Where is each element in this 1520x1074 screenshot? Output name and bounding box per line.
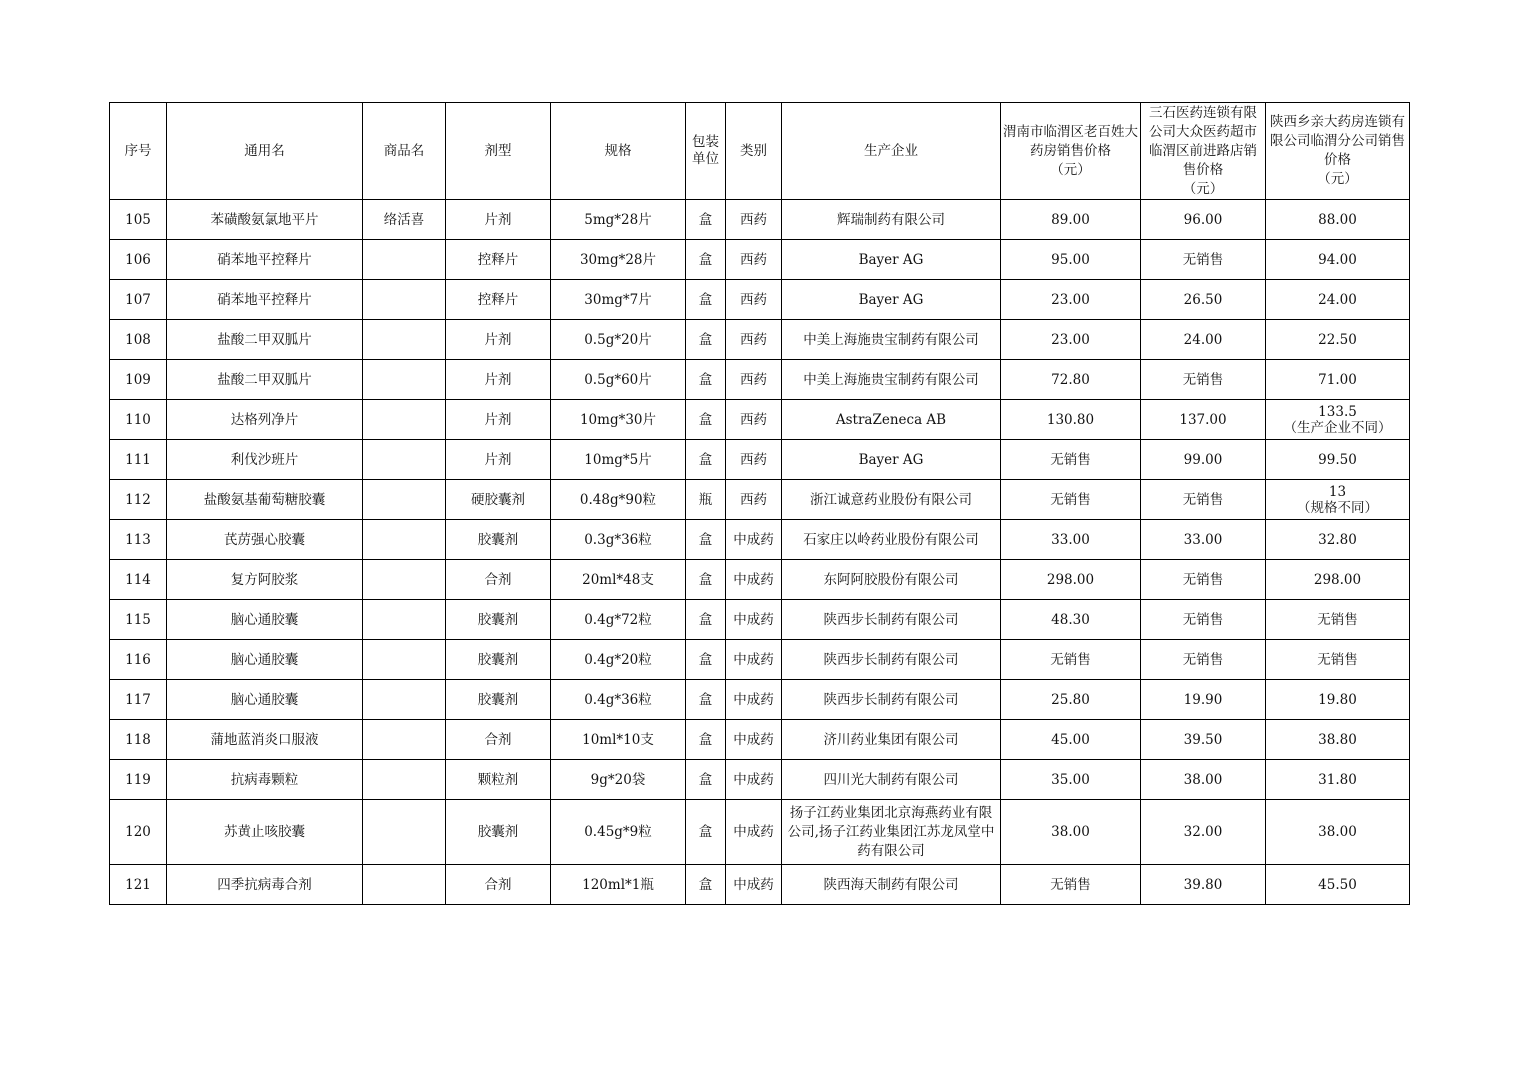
cell-generic-name: 蒲地蓝消炎口服液 xyxy=(167,720,363,760)
cell-store3-note: （生产企业不同） xyxy=(1283,419,1392,436)
cell-store2: 39.50 xyxy=(1141,720,1266,760)
cell-spec: 0.45g*9粒 xyxy=(551,800,686,865)
cell-generic-name: 芪苈强心胶囊 xyxy=(167,520,363,560)
cell-spec: 120ml*1瓶 xyxy=(551,865,686,905)
table-row xyxy=(110,480,1410,520)
cell-store3: 22.50 xyxy=(1266,320,1410,360)
cell-manufacturer: 陕西步长制药有限公司 xyxy=(782,640,1001,680)
cell-manufacturer: 扬子江药业集团北京海燕药业有限公司,扬子江药业集团江苏龙凤堂中药有限公司 xyxy=(782,800,1001,865)
cell-generic-name: 复方阿胶浆 xyxy=(167,560,363,600)
header-generic-name: 通用名 xyxy=(167,103,363,200)
cell-spec: 10mg*5片 xyxy=(551,440,686,480)
cell-brand-name xyxy=(363,400,446,440)
cell-store2: 38.00 xyxy=(1141,760,1266,800)
cell-seq: 112 xyxy=(110,480,167,520)
table-row xyxy=(110,440,1410,480)
table-row xyxy=(110,720,1410,760)
cell-spec: 0.48g*90粒 xyxy=(551,480,686,520)
cell-pack-unit: 盒 xyxy=(686,865,726,905)
cell-store3 xyxy=(1266,480,1410,520)
cell-store3: 298.00 xyxy=(1266,560,1410,600)
cell-dosage-form: 片剂 xyxy=(446,320,551,360)
cell-store2: 26.50 xyxy=(1141,280,1266,320)
cell-manufacturer: Bayer AG xyxy=(782,240,1001,280)
cell-generic-name: 硝苯地平控释片 xyxy=(167,240,363,280)
cell-store2: 39.80 xyxy=(1141,865,1266,905)
header-store1-price xyxy=(1001,103,1141,200)
cell-generic-name: 脑心通胶囊 xyxy=(167,640,363,680)
header-store3-label: 陕西乡亲大药房连锁有限公司临渭分公司销售价格 xyxy=(1270,114,1405,168)
cell-dosage-form: 胶囊剂 xyxy=(446,800,551,865)
cell-store2: 32.00 xyxy=(1141,800,1266,865)
cell-manufacturer: 济川药业集团有限公司 xyxy=(782,720,1001,760)
cell-store3: 88.00 xyxy=(1266,200,1410,240)
cell-dosage-form: 片剂 xyxy=(446,400,551,440)
cell-dosage-form: 片剂 xyxy=(446,360,551,400)
cell-brand-name xyxy=(363,240,446,280)
cell-store2: 无销售 xyxy=(1141,480,1266,520)
cell-brand-name xyxy=(363,280,446,320)
cell-store1: 25.80 xyxy=(1001,680,1141,720)
cell-seq: 120 xyxy=(110,800,167,865)
table-row xyxy=(110,520,1410,560)
table-row xyxy=(110,240,1410,280)
cell-dosage-form: 合剂 xyxy=(446,560,551,600)
cell-store2: 无销售 xyxy=(1141,560,1266,600)
drug-price-table xyxy=(109,102,1410,905)
header-store2-unit: （元） xyxy=(1182,180,1224,197)
cell-generic-name: 苏黄止咳胶囊 xyxy=(167,800,363,865)
cell-manufacturer: Bayer AG xyxy=(782,440,1001,480)
cell-generic-name: 苯磺酸氨氯地平片 xyxy=(167,200,363,240)
cell-store3: 45.50 xyxy=(1266,865,1410,905)
cell-category: 西药 xyxy=(726,480,782,520)
cell-dosage-form: 合剂 xyxy=(446,865,551,905)
cell-store3-value: 133.5 xyxy=(1318,403,1357,420)
table-row xyxy=(110,320,1410,360)
cell-pack-unit: 盒 xyxy=(686,280,726,320)
cell-manufacturer: Bayer AG xyxy=(782,280,1001,320)
cell-pack-unit: 盒 xyxy=(686,640,726,680)
cell-store3: 24.00 xyxy=(1266,280,1410,320)
header-store2-price xyxy=(1141,103,1266,200)
cell-generic-name: 四季抗病毒合剂 xyxy=(167,865,363,905)
cell-seq: 109 xyxy=(110,360,167,400)
cell-store1: 72.80 xyxy=(1001,360,1141,400)
cell-store3: 31.80 xyxy=(1266,760,1410,800)
cell-store3: 38.80 xyxy=(1266,720,1410,760)
cell-brand-name xyxy=(363,360,446,400)
cell-store3: 19.80 xyxy=(1266,680,1410,720)
cell-store2: 96.00 xyxy=(1141,200,1266,240)
table-row xyxy=(110,360,1410,400)
cell-store3: 无销售 xyxy=(1266,600,1410,640)
cell-category: 西药 xyxy=(726,440,782,480)
cell-spec: 0.4g*20粒 xyxy=(551,640,686,680)
cell-manufacturer: 陕西步长制药有限公司 xyxy=(782,600,1001,640)
cell-store1: 48.30 xyxy=(1001,600,1141,640)
cell-store2: 19.90 xyxy=(1141,680,1266,720)
header-manufacturer: 生产企业 xyxy=(782,103,1001,200)
cell-store1: 无销售 xyxy=(1001,440,1141,480)
table-row xyxy=(110,600,1410,640)
table-row xyxy=(110,400,1410,440)
cell-store3: 38.00 xyxy=(1266,800,1410,865)
cell-store2: 24.00 xyxy=(1141,320,1266,360)
cell-pack-unit: 盒 xyxy=(686,200,726,240)
cell-seq: 106 xyxy=(110,240,167,280)
cell-dosage-form: 控释片 xyxy=(446,240,551,280)
cell-manufacturer: 中美上海施贵宝制药有限公司 xyxy=(782,320,1001,360)
header-row xyxy=(110,103,1410,200)
header-spec: 规格 xyxy=(551,103,686,200)
cell-spec: 10mg*30片 xyxy=(551,400,686,440)
cell-category: 中成药 xyxy=(726,720,782,760)
cell-dosage-form: 胶囊剂 xyxy=(446,600,551,640)
cell-pack-unit: 盒 xyxy=(686,240,726,280)
cell-generic-name: 脑心通胶囊 xyxy=(167,600,363,640)
cell-spec: 0.3g*36粒 xyxy=(551,520,686,560)
cell-generic-name: 盐酸二甲双胍片 xyxy=(167,360,363,400)
cell-brand-name xyxy=(363,440,446,480)
cell-store1: 89.00 xyxy=(1001,200,1141,240)
cell-category: 西药 xyxy=(726,200,782,240)
cell-generic-name: 硝苯地平控释片 xyxy=(167,280,363,320)
cell-dosage-form: 合剂 xyxy=(446,720,551,760)
cell-brand-name xyxy=(363,560,446,600)
cell-category: 中成药 xyxy=(726,600,782,640)
cell-generic-name: 盐酸二甲双胍片 xyxy=(167,320,363,360)
cell-pack-unit: 盒 xyxy=(686,320,726,360)
header-store3-price xyxy=(1266,103,1410,200)
cell-spec: 0.4g*36粒 xyxy=(551,680,686,720)
cell-category: 中成药 xyxy=(726,680,782,720)
cell-spec: 0.5g*20片 xyxy=(551,320,686,360)
cell-dosage-form: 控释片 xyxy=(446,280,551,320)
cell-seq: 110 xyxy=(110,400,167,440)
header-store1-unit: （元） xyxy=(1050,161,1091,178)
cell-store3: 94.00 xyxy=(1266,240,1410,280)
cell-pack-unit: 盒 xyxy=(686,360,726,400)
cell-store3: 32.80 xyxy=(1266,520,1410,560)
header-store2-label: 三石医药连锁有限公司大众医药超市临渭区前进路店销售价格 xyxy=(1149,104,1257,178)
cell-brand-name xyxy=(363,600,446,640)
cell-seq: 116 xyxy=(110,640,167,680)
cell-seq: 118 xyxy=(110,720,167,760)
table-row xyxy=(110,200,1410,240)
cell-category: 中成药 xyxy=(726,800,782,865)
cell-store1: 无销售 xyxy=(1001,865,1141,905)
cell-spec: 9g*20袋 xyxy=(551,760,686,800)
cell-category: 西药 xyxy=(726,280,782,320)
cell-dosage-form: 胶囊剂 xyxy=(446,640,551,680)
cell-seq: 107 xyxy=(110,280,167,320)
cell-pack-unit: 盒 xyxy=(686,400,726,440)
cell-generic-name: 抗病毒颗粒 xyxy=(167,760,363,800)
cell-manufacturer: 四川光大制药有限公司 xyxy=(782,760,1001,800)
table-row xyxy=(110,640,1410,680)
cell-store1: 38.00 xyxy=(1001,800,1141,865)
cell-seq: 119 xyxy=(110,760,167,800)
cell-store2: 无销售 xyxy=(1141,600,1266,640)
cell-manufacturer: 辉瑞制药有限公司 xyxy=(782,200,1001,240)
cell-spec: 20ml*48支 xyxy=(551,560,686,600)
table-row xyxy=(110,280,1410,320)
cell-spec: 0.5g*60片 xyxy=(551,360,686,400)
cell-spec: 10ml*10支 xyxy=(551,720,686,760)
cell-dosage-form: 片剂 xyxy=(446,200,551,240)
cell-brand-name xyxy=(363,760,446,800)
cell-store1: 298.00 xyxy=(1001,560,1141,600)
cell-store3-note: （规格不同） xyxy=(1297,499,1378,516)
cell-generic-name: 脑心通胶囊 xyxy=(167,680,363,720)
cell-store3: 99.50 xyxy=(1266,440,1410,480)
cell-category: 中成药 xyxy=(726,640,782,680)
header-pack-unit: 包装单位 xyxy=(686,103,726,200)
cell-brand-name xyxy=(363,680,446,720)
cell-seq: 117 xyxy=(110,680,167,720)
cell-generic-name: 达格列净片 xyxy=(167,400,363,440)
header-seq: 序号 xyxy=(110,103,167,200)
cell-manufacturer: 石家庄以岭药业股份有限公司 xyxy=(782,520,1001,560)
cell-manufacturer: AstraZeneca AB xyxy=(782,400,1001,440)
cell-store3: 71.00 xyxy=(1266,360,1410,400)
cell-seq: 111 xyxy=(110,440,167,480)
cell-store2: 99.00 xyxy=(1141,440,1266,480)
table-row xyxy=(110,865,1410,905)
cell-dosage-form: 胶囊剂 xyxy=(446,680,551,720)
cell-store2: 无销售 xyxy=(1141,240,1266,280)
cell-store2: 无销售 xyxy=(1141,360,1266,400)
cell-category: 中成药 xyxy=(726,560,782,600)
cell-pack-unit: 盒 xyxy=(686,520,726,560)
table-row xyxy=(110,560,1410,600)
cell-category: 中成药 xyxy=(726,760,782,800)
cell-seq: 105 xyxy=(110,200,167,240)
cell-pack-unit: 盒 xyxy=(686,600,726,640)
cell-store2: 无销售 xyxy=(1141,640,1266,680)
cell-pack-unit: 瓶 xyxy=(686,480,726,520)
cell-spec: 5mg*28片 xyxy=(551,200,686,240)
cell-generic-name: 盐酸氨基葡萄糖胶囊 xyxy=(167,480,363,520)
cell-generic-name: 利伐沙班片 xyxy=(167,440,363,480)
cell-manufacturer: 浙江诚意药业股份有限公司 xyxy=(782,480,1001,520)
table-row xyxy=(110,760,1410,800)
cell-brand-name xyxy=(363,865,446,905)
cell-brand-name xyxy=(363,640,446,680)
header-brand-name: 商品名 xyxy=(363,103,446,200)
cell-manufacturer: 陕西步长制药有限公司 xyxy=(782,680,1001,720)
cell-pack-unit: 盒 xyxy=(686,800,726,865)
cell-category: 中成药 xyxy=(726,865,782,905)
cell-pack-unit: 盒 xyxy=(686,440,726,480)
cell-brand-name xyxy=(363,800,446,865)
cell-store2: 33.00 xyxy=(1141,520,1266,560)
cell-brand-name xyxy=(363,520,446,560)
cell-seq: 121 xyxy=(110,865,167,905)
cell-seq: 114 xyxy=(110,560,167,600)
header-store1-label: 渭南市临渭区老百姓大药房销售价格 xyxy=(1003,123,1138,159)
cell-category: 西药 xyxy=(726,360,782,400)
cell-brand-name: 络活喜 xyxy=(363,200,446,240)
cell-manufacturer: 中美上海施贵宝制药有限公司 xyxy=(782,360,1001,400)
cell-brand-name xyxy=(363,720,446,760)
cell-store1: 35.00 xyxy=(1001,760,1141,800)
cell-store3-value: 13 xyxy=(1328,483,1347,500)
cell-store1: 33.00 xyxy=(1001,520,1141,560)
cell-dosage-form: 硬胶囊剂 xyxy=(446,480,551,520)
cell-store3 xyxy=(1266,400,1410,440)
cell-dosage-form: 胶囊剂 xyxy=(446,520,551,560)
cell-category: 西药 xyxy=(726,240,782,280)
table-row xyxy=(110,680,1410,720)
cell-spec: 30mg*28片 xyxy=(551,240,686,280)
cell-pack-unit: 盒 xyxy=(686,760,726,800)
cell-store1: 95.00 xyxy=(1001,240,1141,280)
cell-brand-name xyxy=(363,320,446,360)
cell-manufacturer: 陕西海天制药有限公司 xyxy=(782,865,1001,905)
cell-store1: 23.00 xyxy=(1001,320,1141,360)
header-dosage-form: 剂型 xyxy=(446,103,551,200)
cell-brand-name xyxy=(363,480,446,520)
cell-store3: 无销售 xyxy=(1266,640,1410,680)
cell-store1: 23.00 xyxy=(1001,280,1141,320)
cell-category: 西药 xyxy=(726,400,782,440)
cell-store1: 无销售 xyxy=(1001,480,1141,520)
cell-store1: 45.00 xyxy=(1001,720,1141,760)
cell-pack-unit: 盒 xyxy=(686,680,726,720)
header-store3-unit: （元） xyxy=(1317,171,1358,187)
cell-dosage-form: 颗粒剂 xyxy=(446,760,551,800)
cell-store1: 130.80 xyxy=(1001,400,1141,440)
cell-manufacturer: 东阿阿胶股份有限公司 xyxy=(782,560,1001,600)
cell-store2: 137.00 xyxy=(1141,400,1266,440)
cell-dosage-form: 片剂 xyxy=(446,440,551,480)
cell-seq: 108 xyxy=(110,320,167,360)
cell-spec: 0.4g*72粒 xyxy=(551,600,686,640)
table-row xyxy=(110,800,1410,865)
cell-pack-unit: 盒 xyxy=(686,560,726,600)
cell-seq: 113 xyxy=(110,520,167,560)
cell-seq: 115 xyxy=(110,600,167,640)
cell-category: 西药 xyxy=(726,320,782,360)
cell-pack-unit: 盒 xyxy=(686,720,726,760)
cell-spec: 30mg*7片 xyxy=(551,280,686,320)
cell-store1: 无销售 xyxy=(1001,640,1141,680)
header-category: 类别 xyxy=(726,103,782,200)
cell-category: 中成药 xyxy=(726,520,782,560)
